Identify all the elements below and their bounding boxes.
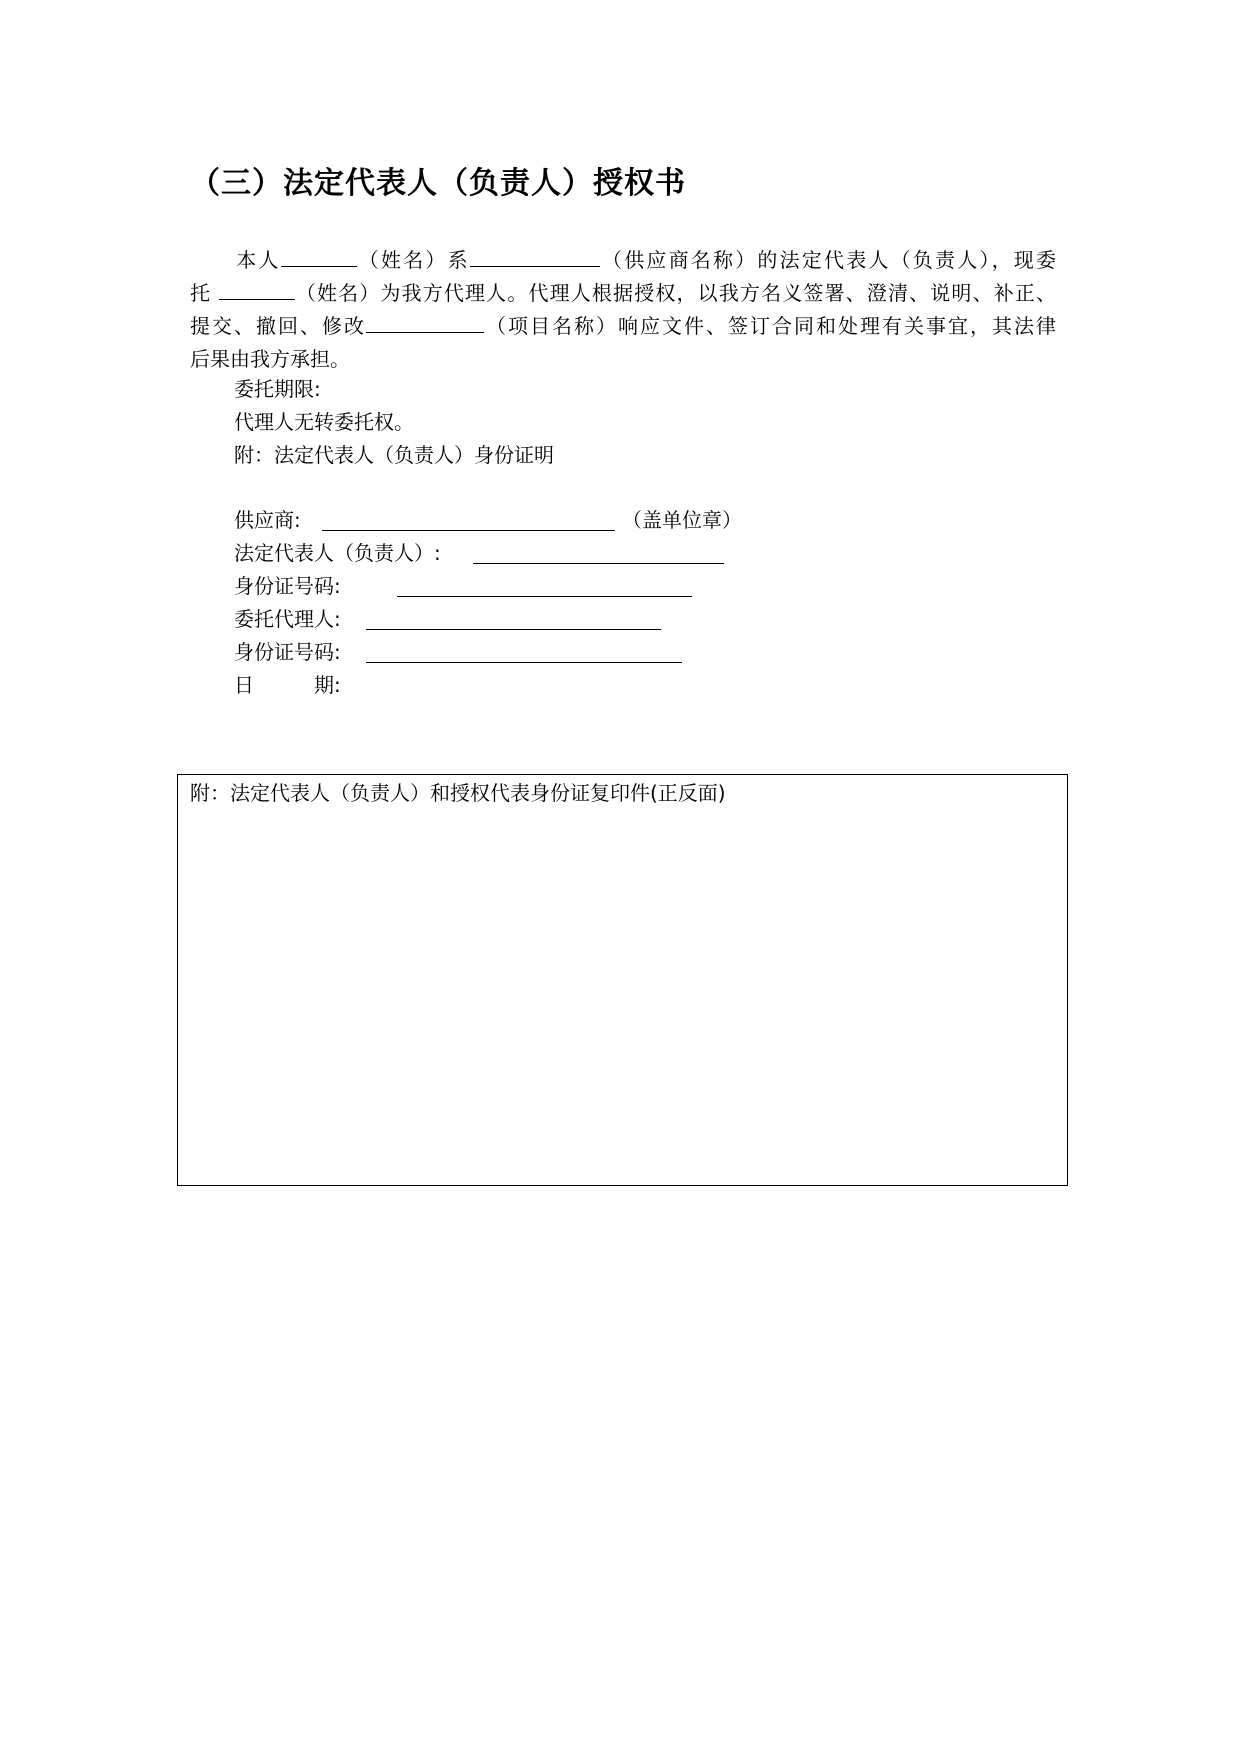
- text-fragment: 提交、撤回、修改: [190, 314, 366, 338]
- text-fragment: 本人: [234, 248, 281, 272]
- legal-rep-signature-line: [473, 563, 724, 564]
- term-label: 委托期限:: [234, 377, 321, 401]
- date-label: 日 期:: [234, 673, 341, 697]
- id-number-line-2: [366, 662, 682, 663]
- paragraph-line-1: [190, 244, 1056, 277]
- agent-name-blank: [219, 279, 295, 300]
- text-fragment: （姓名）为我方代理人。代理人根据授权，以我方名义签署、澄清、说明、补正、: [294, 281, 1057, 305]
- supplier-label: 供应商:: [234, 508, 301, 532]
- supplier-signature-line: [322, 530, 615, 531]
- project-name-blank: [366, 312, 484, 333]
- id-number-label-2: 身份证号码:: [234, 640, 341, 664]
- attachment-box-label: 附：法定代表人（负责人）和授权代表身份证复印件(正反面): [190, 781, 726, 805]
- agent-label: 委托代理人:: [234, 607, 341, 631]
- no-transfer-note: 代理人无转委托权。: [234, 410, 414, 434]
- paragraph-line-4: 后果由我方承担。: [190, 347, 350, 371]
- legal-rep-label: 法定代表人（负责人）:: [234, 541, 441, 565]
- text-fragment: （姓名）系: [356, 248, 470, 272]
- text-fragment: （项目名称）响应文件、签订合同和处理有关事宜，其法律: [484, 314, 1056, 338]
- supplier-row: [234, 504, 301, 537]
- text-fragment: 托: [190, 281, 212, 305]
- id-copy-attachment-box: [177, 774, 1068, 1186]
- text-fragment: （供应商名称）的法定代表人（负责人），现委: [599, 248, 1057, 272]
- name-blank: [281, 246, 357, 267]
- supplier-seal-note: （盖单位章）: [622, 508, 742, 532]
- document-title: （三）法定代表人（负责人）授权书: [190, 166, 686, 201]
- authorization-paragraph: [190, 244, 1056, 376]
- paragraph-line-2: [190, 277, 1056, 310]
- id-number-line-1: [397, 596, 692, 597]
- paragraph-line-3: [190, 310, 1056, 343]
- supplier-name-blank: [470, 246, 600, 267]
- id-number-label-1: 身份证号码:: [234, 574, 341, 598]
- appendix-note: 附：法定代表人（负责人）身份证明: [234, 443, 554, 467]
- agent-signature-line: [366, 629, 661, 630]
